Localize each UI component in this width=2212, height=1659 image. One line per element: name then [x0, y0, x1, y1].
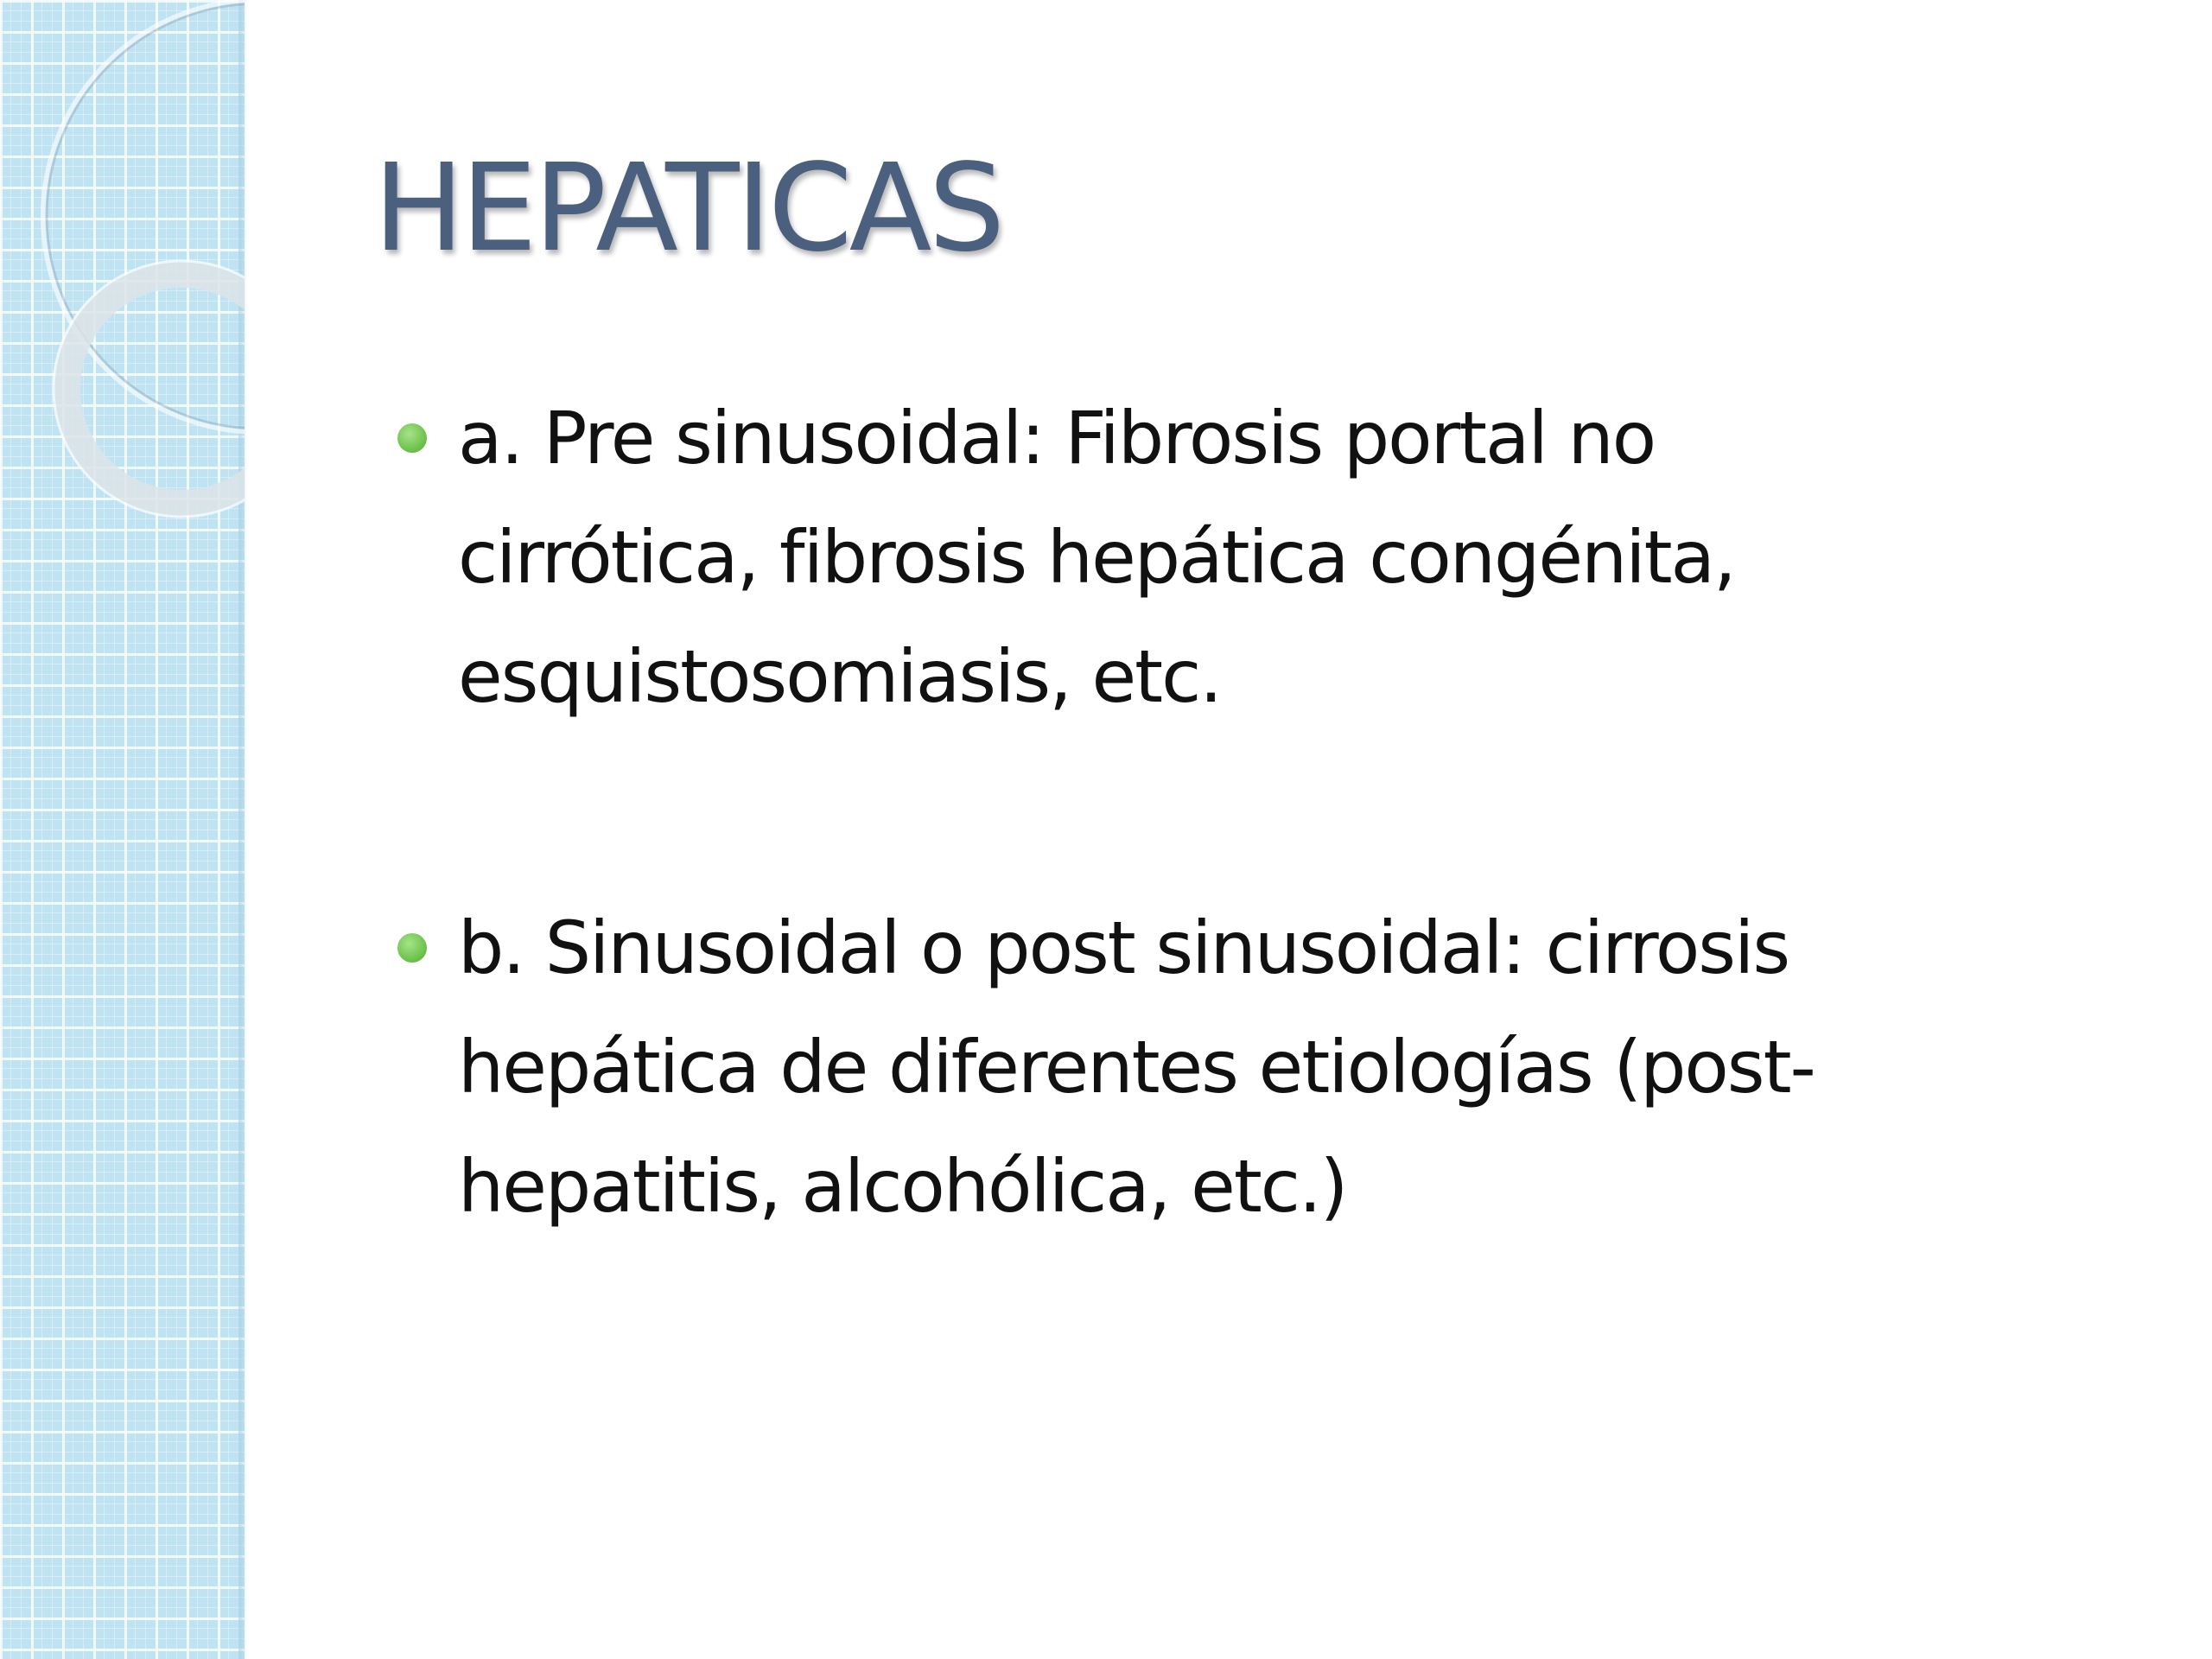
- bullet-b-line-3: hepatitis, alcohólica, etc.): [458, 1144, 1347, 1229]
- small-ring-highlight: [54, 261, 245, 517]
- bullet-a-line-2: cirrótica, fibrosis hepática congénita,: [458, 515, 1735, 600]
- bullet-list: [396, 378, 2037, 1246]
- decorative-rings: [0, 0, 245, 553]
- bullet-item-a: [396, 378, 2037, 736]
- bullet-b-line-2: hepática de diferentes etiologías (post-: [458, 1025, 1815, 1109]
- bullet-a-line-3: esquistosomiasis, etc.: [458, 634, 1221, 719]
- bullet-dot-icon: [397, 933, 427, 963]
- bullet-b-line-1: b. Sinusoidal o post sinusoidal: cirrosis: [458, 906, 1789, 990]
- small-ring: [67, 275, 245, 503]
- slide-title: HEPATICAS: [373, 138, 1002, 279]
- bullet-a-line-1: a. Pre sinusoidal: Fibrosis portal no: [458, 396, 1656, 480]
- bullet-item-b: [396, 888, 2037, 1246]
- bullet-dot-icon: [397, 423, 427, 453]
